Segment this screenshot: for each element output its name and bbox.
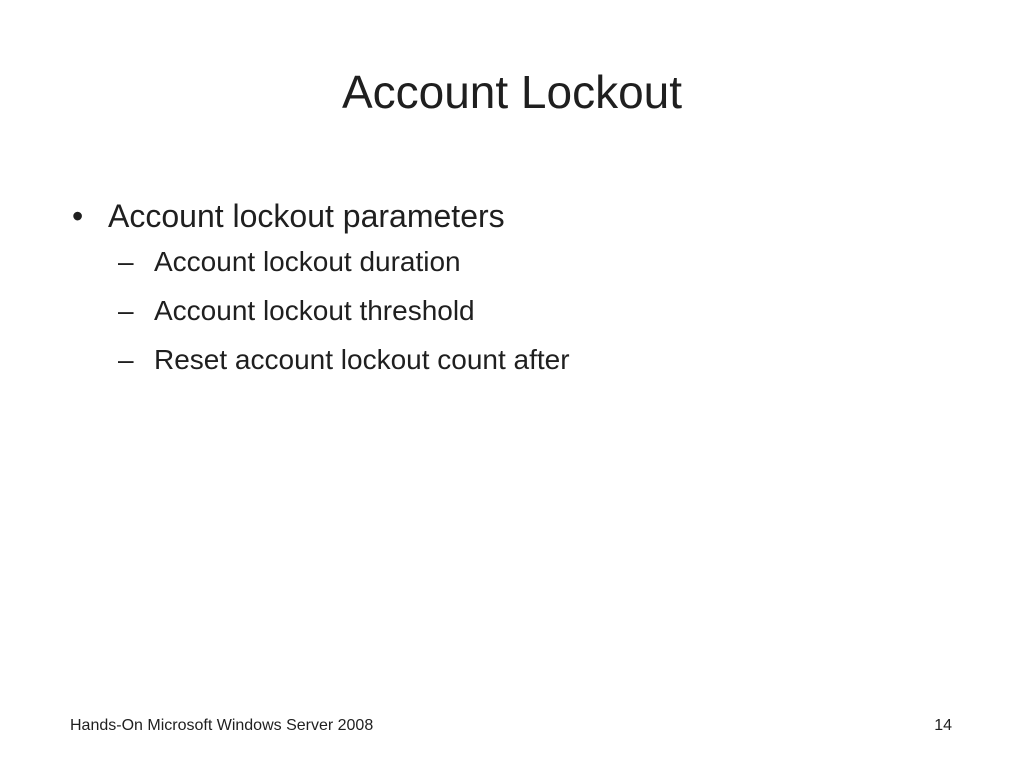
footer-text: Hands-On Microsoft Windows Server 2008 [70,717,374,734]
bullet-text: Account lockout parameters [108,198,505,234]
dash-marker: – [118,344,134,375]
sub-bullet-text: Account lockout threshold [154,295,475,326]
dash-marker: – [118,246,134,277]
bullet-marker: • [72,198,84,234]
sub-bullet-item [118,244,972,280]
page-number: 14 [934,717,952,734]
sub-bullet-text: Account lockout duration [154,246,461,277]
sub-bullet-item [118,293,972,329]
sub-bullet-text: Reset account lockout count after [154,344,570,375]
bullet-item [72,196,972,236]
slide-title: Account Lockout [341,66,683,118]
slide-content [72,196,972,391]
sub-bullet-item [118,342,972,378]
dash-marker: – [118,295,134,326]
sub-bullet-list [118,244,972,378]
